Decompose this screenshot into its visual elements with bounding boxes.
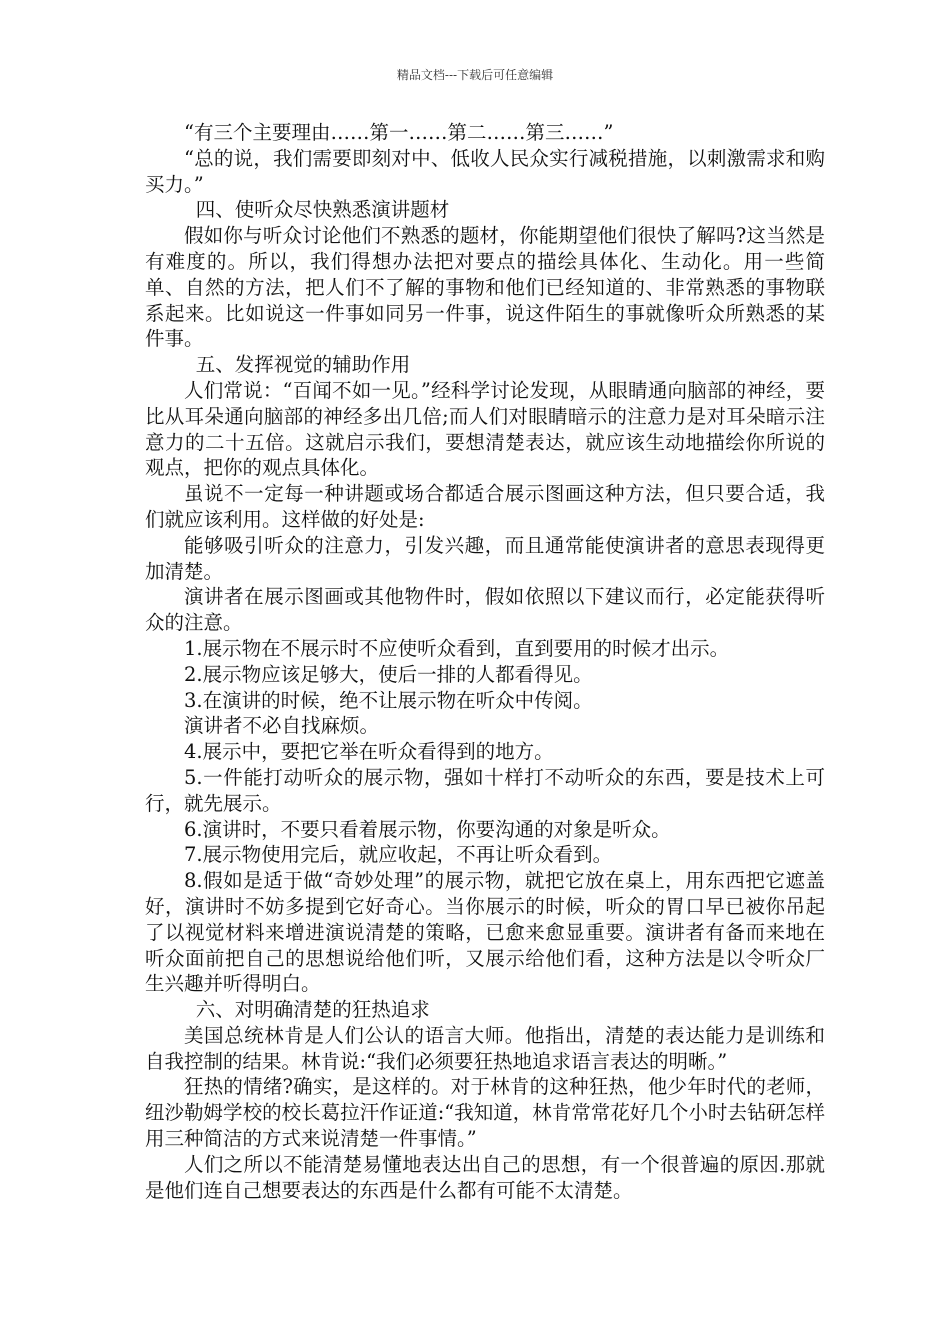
paragraph: 狂热的情绪?确实，是这样的。对于林肯的这种狂热，他少年时代的老师，纽沙勒姆学校的校长葛拉汗作证道:“我知道，林肯常常花好几个小时去钻研怎样用三种简洁的方式来说清楚一件事情。” bbox=[145, 1075, 825, 1151]
list-item: 4.展示中，要把它举在听众看得到的地方。 bbox=[184, 740, 554, 764]
section-heading: 五、发挥视觉的辅助作用 bbox=[195, 353, 411, 377]
paragraph: 假如你与听众讨论他们不熟悉的题材，你能期望他们很快了解吗?这当然是有难度的。所以，我们得想办法把对要点的描绘具体化、生动化。用一些简单、自然的方法，把人们不了解的事物和他们已经知道的、非常熟悉的事物联系起来。比如说这一件事如同另一件事，说这件陌生的事就像听众所熟悉的某件事。 bbox=[145, 224, 825, 351]
list-item: 8.假如是适于做“奇妙处理”的展示物，就把它放在桌上，用东西把它遮盖好，演讲时不妨多提到它好奇心。当你展示的时候，听众的胃口早已被你吊起了以视觉材料来增进演说清楚的策略，已愈来愈显重要。演讲者有备而来地在听众面前把自己的思想说给他们听，又展示给他们看，这种方法是以令听众厂生兴趣并听得明白。 bbox=[145, 869, 825, 996]
section-heading: 六、对明确清楚的狂热追求 bbox=[195, 998, 430, 1022]
paragraph: “有三个主要理由……第一……第二……第三……” bbox=[184, 121, 614, 144]
paragraph: 演讲者在展示图画或其他物件时，假如依照以下建议而行，必定能获得听众的注意。 bbox=[145, 585, 825, 635]
list-item: 7.展示物使用完后，就应收起，不再让听众看到。 bbox=[184, 843, 613, 867]
paragraph: 人们常说：“百闻不如一见。”经科学讨论发现，从眼睛通向脑部的神经，要比从耳朵通向脑部的神经多出几倍;而人们对眼睛暗示的注意力是对耳朵暗示注意力的二十五倍。这就启示我们，要想清楚表达，就应该生动地描绘你所说的观点，把你的观点具体化。 bbox=[145, 378, 825, 480]
paragraph: “总的说，我们需要即刻对中、低收人民众实行减税措施，以刺激需求和购买力。” bbox=[145, 146, 825, 196]
list-item: 1.展示物在不展示时不应使听众看到，直到要用的时候才出示。 bbox=[184, 636, 730, 660]
list-item: 2.展示物应该足够大，使后一排的人都看得见。 bbox=[184, 662, 593, 686]
list-item: 3.在演讲的时候，绝不让展示物在听众中传阅。 bbox=[184, 688, 593, 712]
paragraph: 演讲者不必自找麻烦。 bbox=[184, 714, 380, 738]
paragraph: 虽说不一定每一种讲题或场合都适合展示图画这种方法，但只要合适，我们就应该利用。这样做的好处是: bbox=[145, 482, 825, 531]
document-body bbox=[145, 120, 825, 1203]
list-item: 6.演讲时，不要只看着展示物，你要沟通的对象是听众。 bbox=[184, 817, 671, 841]
page-header: 精品文档---下载后可任意编辑 bbox=[396, 68, 554, 82]
paragraph: 能够吸引听众的注意力，引发兴趣，而且通常能使演讲者的意思表现得更加清楚。 bbox=[145, 533, 825, 583]
paragraph: 美国总统林肯是人们公认的语言大师。他指出，清楚的表达能力是训练和自我控制的结果。林肯说:“我们必须要狂热地追求语言表达的明晰。” bbox=[145, 1023, 825, 1073]
paragraph: 人们之所以不能清楚易懂地表达出自己的思想，有一个很普遍的原因.那就是他们连自己想要表达的东西是什么都有可能不太清楚。 bbox=[145, 1152, 825, 1202]
section-heading: 四、使听众尽快熟悉演讲题材 bbox=[195, 198, 450, 222]
list-item: 5.一件能打动听众的展示物，强如十样打不动听众的东西，要是技术上可行，就先展示。 bbox=[145, 765, 825, 815]
